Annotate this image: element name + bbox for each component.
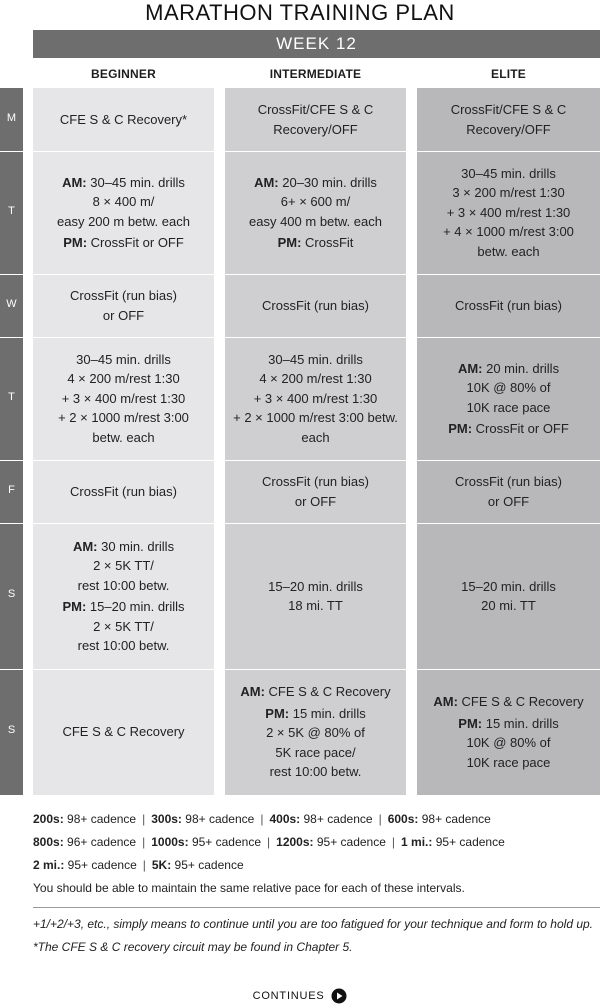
cell-line: + 3 × 400 m/rest 1:30 xyxy=(253,390,378,406)
cell-line: Recovery/OFF xyxy=(466,121,551,137)
cell-line: 2 × 5K TT/ xyxy=(93,558,154,573)
cell-text: CrossFit or OFF xyxy=(472,421,569,436)
cell-entry xyxy=(458,359,559,418)
interval-key: 800s: xyxy=(33,835,64,849)
plan-cell-elite-thursday xyxy=(417,337,600,460)
cell-line: + 3 × 400 m/rest 1:30 xyxy=(61,390,186,406)
cell-entry xyxy=(262,472,369,511)
plan-cell-intermediate-tuesday xyxy=(225,151,406,274)
cell-line xyxy=(433,692,583,712)
plan-cell-intermediate-sunday xyxy=(225,669,406,795)
cell-line: + 4 × 1000 m/rest 3:00 xyxy=(443,224,574,240)
cell-text: 15 min. drills xyxy=(289,705,366,721)
cell-line: 30–45 min. drills xyxy=(461,165,556,181)
cell-entry xyxy=(455,296,562,316)
plan-cell-intermediate-thursday xyxy=(225,337,406,460)
cell-entry xyxy=(461,577,556,616)
cell-line: easy 200 m betw. each xyxy=(57,213,190,229)
day-label-monday: M xyxy=(6,111,17,124)
cell-line xyxy=(63,233,184,253)
cell-entry xyxy=(278,233,354,253)
plan-cell-beginner-tuesday xyxy=(33,151,214,274)
cell-line: betw. each xyxy=(92,429,155,445)
cell-line: 4 × 200 m/rest 1:30 xyxy=(259,371,372,387)
session-lead: PM: xyxy=(62,599,87,614)
cell-entry xyxy=(58,350,189,448)
cell-line: 2 × 5K TT/ xyxy=(93,618,154,634)
plan-cell-beginner-friday xyxy=(33,460,214,523)
week-banner: WEEK 12 xyxy=(33,30,600,58)
interval-key: 1000s: xyxy=(151,835,189,849)
cell-line: rest 10:00 betw. xyxy=(269,764,362,780)
cell-entry xyxy=(443,164,574,262)
interval-key: 1 mi.: xyxy=(401,835,433,849)
row-divider xyxy=(0,460,600,461)
cell-entry xyxy=(73,537,174,596)
session-lead: AM: xyxy=(62,174,87,190)
cell-line: easy 400 m betw. each xyxy=(249,213,382,229)
separator: | xyxy=(391,835,396,849)
cell-line: 30–45 min. drills xyxy=(76,351,171,367)
plan-cell-intermediate-monday xyxy=(225,88,406,151)
page-title: MARATHON TRAINING PLAN xyxy=(145,0,455,25)
cell-text: 30–45 min. drills xyxy=(86,174,185,190)
cell-line: 6+ × 600 m/ xyxy=(280,194,351,209)
cell-line: CrossFit/CFE S & C xyxy=(450,102,567,117)
session-lead: PM: xyxy=(448,421,473,436)
cell-line: CrossFit/CFE S & C xyxy=(257,102,374,117)
cell-entry xyxy=(268,577,363,616)
cell-text: CrossFit xyxy=(301,235,354,250)
cell-line: + 2 × 1000 m/rest 3:00 xyxy=(58,410,189,426)
session-lead: AM: xyxy=(254,174,279,190)
cell-line: 10K race pace xyxy=(466,754,551,770)
separator: | xyxy=(142,858,146,872)
footnote-recovery: *The CFE S & C recovery circuit may be found in Chapter 5. xyxy=(33,940,353,954)
plan-cell-beginner-sunday xyxy=(33,669,214,795)
interval-key: 1200s: xyxy=(276,835,314,849)
separator: | xyxy=(260,812,264,826)
plan-cell-intermediate-wednesday xyxy=(225,274,406,337)
interval-cadence: 95+ cadence xyxy=(432,835,505,849)
cell-line: 30–45 min. drills xyxy=(268,351,363,367)
day-label-thursday: T xyxy=(8,390,15,403)
separator: | xyxy=(267,835,271,849)
plan-cell-elite-sunday xyxy=(417,669,600,795)
day-label-tuesday: T xyxy=(8,204,15,217)
cell-entry xyxy=(455,472,562,511)
cell-line: 10K @ 80% of xyxy=(466,735,551,750)
cell-text: CFE S & C Recovery xyxy=(264,684,391,700)
plan-cell-beginner-thursday xyxy=(33,337,214,460)
cell-text: 20 min. drills xyxy=(482,360,560,376)
interval-cadence: 98+ cadence xyxy=(300,812,373,826)
session-lead: AM: xyxy=(457,360,483,376)
cell-entry xyxy=(62,597,184,656)
day-label-saturday: S xyxy=(7,588,16,600)
cell-line: CrossFit (run bias) xyxy=(70,483,177,499)
continues-link[interactable] xyxy=(0,988,600,1004)
cell-line: 8 × 400 m/ xyxy=(92,194,155,209)
interval-cadence: 95+ cadence xyxy=(313,835,386,849)
plan-cell-beginner-monday xyxy=(33,88,214,151)
cell-entry xyxy=(258,100,374,139)
cell-entry xyxy=(458,714,558,773)
plan-cell-beginner-saturday xyxy=(33,523,214,669)
day-label-friday: F xyxy=(8,483,15,496)
cadence-line-3 xyxy=(33,857,244,873)
footnote-plus: +1/+2/+3, etc., simply means to continue until you are too fatigued for your technique and form to hold up. xyxy=(33,917,594,931)
cell-line: CFE S & C Recovery* xyxy=(59,111,188,127)
cell-text: CrossFit or OFF xyxy=(87,235,184,250)
day-label-wednesday: W xyxy=(6,297,17,310)
cell-line xyxy=(278,233,354,253)
interval-cadence: 96+ cadence xyxy=(63,835,137,849)
cell-line: CrossFit (run bias) xyxy=(455,474,562,489)
cell-entry xyxy=(57,173,190,232)
cell-entry xyxy=(70,482,177,502)
cell-line xyxy=(458,359,559,379)
cell-line xyxy=(57,173,190,193)
play-arrow-icon xyxy=(328,990,347,1002)
pace-note: You should be able to maintain the same relative pace for each of these intervals. xyxy=(33,881,465,895)
cell-line: rest 10:00 betw. xyxy=(77,577,170,593)
cell-line: 3 × 200 m/rest 1:30 xyxy=(452,185,565,201)
interval-cadence: 98+ cadence xyxy=(181,812,255,826)
session-lead: PM: xyxy=(265,705,290,721)
continues-label: CONTINUES xyxy=(252,990,325,1002)
interval-cadence: 98+ cadence xyxy=(418,812,491,826)
row-divider xyxy=(0,669,600,670)
plan-cell-elite-saturday xyxy=(417,523,600,669)
cell-line xyxy=(249,173,382,193)
cell-line: 10K @ 80% of xyxy=(466,380,551,395)
session-lead: AM: xyxy=(433,694,458,709)
cell-line: or OFF xyxy=(294,493,337,509)
cell-line: Recovery/OFF xyxy=(273,121,358,137)
cell-line xyxy=(240,682,390,702)
cell-line xyxy=(458,714,558,734)
column-header-intermediate: INTERMEDIATE xyxy=(269,67,362,81)
plan-cell-elite-wednesday xyxy=(417,274,600,337)
cell-line: 20 mi. TT xyxy=(481,598,536,613)
cell-line xyxy=(265,704,365,724)
cell-line: or OFF xyxy=(102,307,145,323)
session-lead: AM: xyxy=(240,684,265,700)
cell-line: CrossFit (run bias) xyxy=(70,288,177,303)
plan-cell-beginner-wednesday xyxy=(33,274,214,337)
interval-key: 5K: xyxy=(151,858,172,872)
cell-line: 4 × 200 m/rest 1:30 xyxy=(67,371,180,387)
cell-entry xyxy=(265,704,365,782)
cell-line xyxy=(73,537,174,557)
column-header-elite: ELITE xyxy=(490,67,526,81)
cell-entry xyxy=(63,233,184,253)
cadence-line-1 xyxy=(33,811,491,827)
cell-line: 18 mi. TT xyxy=(288,598,343,613)
cell-line: CrossFit (run bias) xyxy=(262,297,369,313)
session-lead: PM: xyxy=(277,235,302,250)
cell-line: 15–20 min. drills xyxy=(268,578,363,594)
cell-text: 15 min. drills xyxy=(482,715,559,731)
cell-entry xyxy=(62,722,184,742)
separator: | xyxy=(142,835,146,849)
day-label-sunday: S xyxy=(7,724,16,736)
cell-line: CrossFit (run bias) xyxy=(455,297,562,313)
cell-line: + 3 × 400 m/rest 1:30 xyxy=(446,204,571,220)
cell-text: 30 min. drills xyxy=(97,538,175,554)
cadence-line-2 xyxy=(33,834,505,850)
cell-entry xyxy=(433,692,583,712)
row-divider xyxy=(0,337,600,338)
plan-cell-intermediate-friday xyxy=(225,460,406,523)
cell-entry xyxy=(240,682,390,702)
cell-entry xyxy=(70,286,177,325)
cell-line: or OFF xyxy=(487,493,530,509)
cell-line: betw. each xyxy=(477,243,540,259)
cell-line xyxy=(448,419,569,439)
plan-cell-elite-monday xyxy=(417,88,600,151)
cell-text: 20–30 min. drills xyxy=(278,174,377,190)
cell-text: 15–20 min. drills xyxy=(86,599,185,614)
cell-line: each xyxy=(301,429,330,445)
cell-line: rest 10:00 betw. xyxy=(77,638,170,653)
session-lead: PM: xyxy=(458,715,483,731)
session-lead: PM: xyxy=(63,235,88,250)
column-header-beginner: BEGINNER xyxy=(91,67,156,81)
interval-cadence: 95+ cadence xyxy=(171,858,244,872)
interval-key: 2 mi.: xyxy=(33,858,65,872)
row-divider xyxy=(0,523,600,524)
cell-line: 5K race pace/ xyxy=(275,744,356,760)
cell-text: CFE S & C Recovery xyxy=(457,694,584,709)
cell-entry xyxy=(262,296,369,316)
footnote-divider xyxy=(33,907,600,908)
cell-line: + 2 × 1000 m/rest 3:00 betw. xyxy=(233,410,398,426)
plan-cell-elite-tuesday xyxy=(417,151,600,274)
cell-entry xyxy=(448,419,569,439)
cell-line: 2 × 5K @ 80% of xyxy=(266,725,365,741)
cell-line: CrossFit (run bias) xyxy=(262,474,369,489)
interval-cadence: 98+ cadence xyxy=(63,812,137,826)
cell-entry xyxy=(451,100,567,139)
interval-key: 300s: xyxy=(151,812,182,826)
plan-cell-elite-friday xyxy=(417,460,600,523)
cell-line: CFE S & C Recovery xyxy=(62,724,185,740)
cell-line: 10K race pace xyxy=(466,399,551,415)
row-divider xyxy=(0,274,600,275)
interval-key: 600s: xyxy=(387,812,419,826)
separator: | xyxy=(142,812,146,826)
cell-entry xyxy=(249,173,382,232)
cell-line: 15–20 min. drills xyxy=(461,578,556,594)
interval-cadence: 95+ cadence xyxy=(188,835,262,849)
cell-line xyxy=(62,597,184,617)
interval-cadence: 95+ cadence xyxy=(64,858,137,872)
row-divider xyxy=(0,151,600,152)
cell-entry xyxy=(233,350,398,448)
interval-key: 200s: xyxy=(33,812,64,826)
plan-cell-intermediate-saturday xyxy=(225,523,406,669)
cell-entry xyxy=(60,110,187,130)
interval-key: 400s: xyxy=(269,812,301,826)
session-lead: AM: xyxy=(72,538,98,554)
separator: | xyxy=(378,812,382,826)
